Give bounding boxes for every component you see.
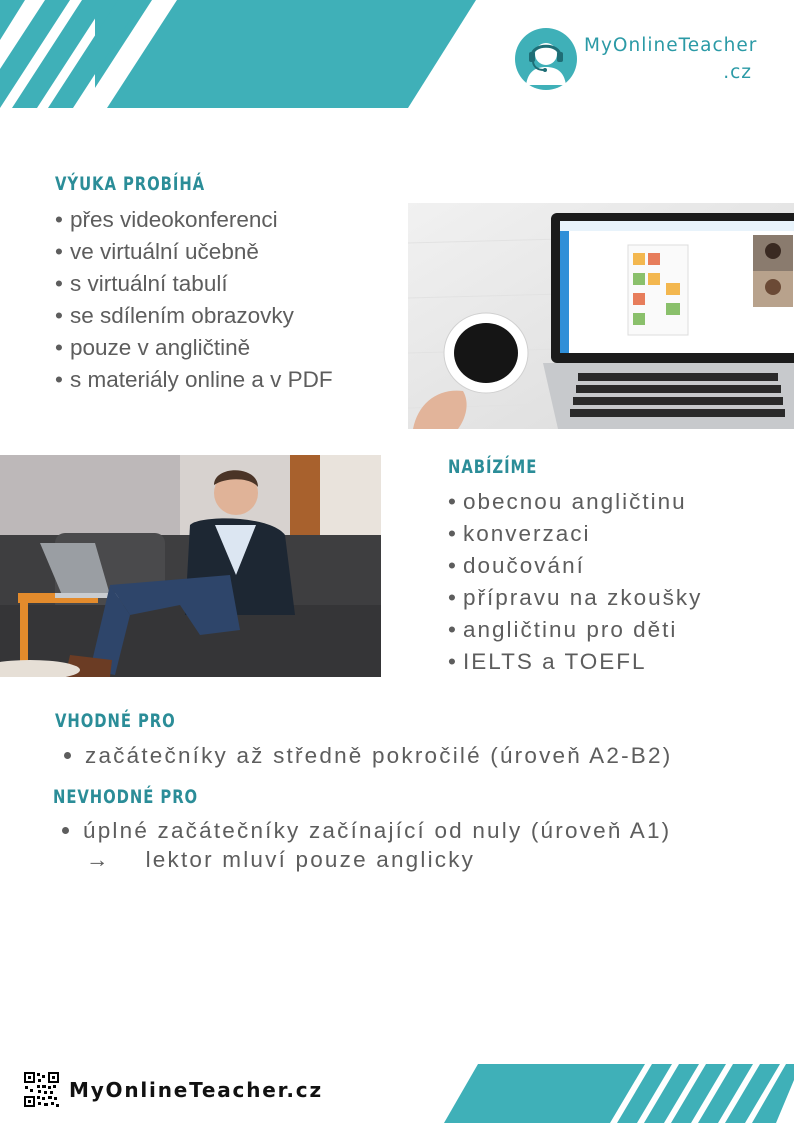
list-item: • obecnou angličtinu [448, 489, 687, 514]
list-item: • angličtinu pro děti [448, 617, 678, 642]
qr-code-icon [24, 1072, 59, 1107]
list-item: úplné začátečníky začínající od nuly (úroveň A1) [62, 815, 671, 847]
list-item: • přes videokonferenci [55, 207, 278, 232]
heading-vyuka: VÝUKA PROBÍHÁ [55, 173, 206, 195]
note-text: lektor mluví pouze anglicky [145, 847, 476, 872]
logo-text-main[interactable]: MyOnlineTeacher [584, 35, 758, 56]
logo-text-domain[interactable]: .cz [723, 62, 752, 83]
laptop-with-coffee-photo [408, 203, 794, 429]
vhodne-list [64, 740, 672, 772]
heading-nabizime: NABÍZÍME [448, 456, 538, 478]
headset-teacher-icon [514, 27, 578, 91]
nevhodne-note [86, 847, 475, 873]
list-item: začátečníky až středně pokročilé (úroveň A2-B2) [64, 740, 672, 772]
footer-banner [440, 1064, 794, 1123]
list-item: • konverzaci [448, 521, 591, 546]
list-item: • se sdílením obrazovky [55, 303, 294, 328]
list-item: • ve virtuální učebně [55, 239, 259, 264]
list-item: • doučování [448, 553, 585, 578]
list-item: • s virtuální tabulí [55, 271, 228, 296]
arrow-right-icon: → [86, 847, 111, 872]
footer-brand[interactable]: MyOnlineTeacher.cz [69, 1078, 323, 1102]
man-on-sofa-with-laptop-photo [0, 455, 381, 677]
list-item: • pouze v angličtině [55, 335, 251, 360]
header-banner [0, 0, 480, 110]
nevhodne-list [62, 815, 671, 847]
nabizime-list [448, 486, 702, 678]
list-item: • přípravu na zkoušky [448, 585, 703, 610]
list-item: • s materiály online a v PDF [55, 367, 333, 392]
vyuka-list [55, 204, 333, 396]
heading-vhodne: VHODNÉ PRO [55, 710, 176, 732]
heading-nevhodne: NEVHODNÉ PRO [53, 786, 199, 808]
list-item: • IELTS a TOEFL [448, 649, 647, 674]
